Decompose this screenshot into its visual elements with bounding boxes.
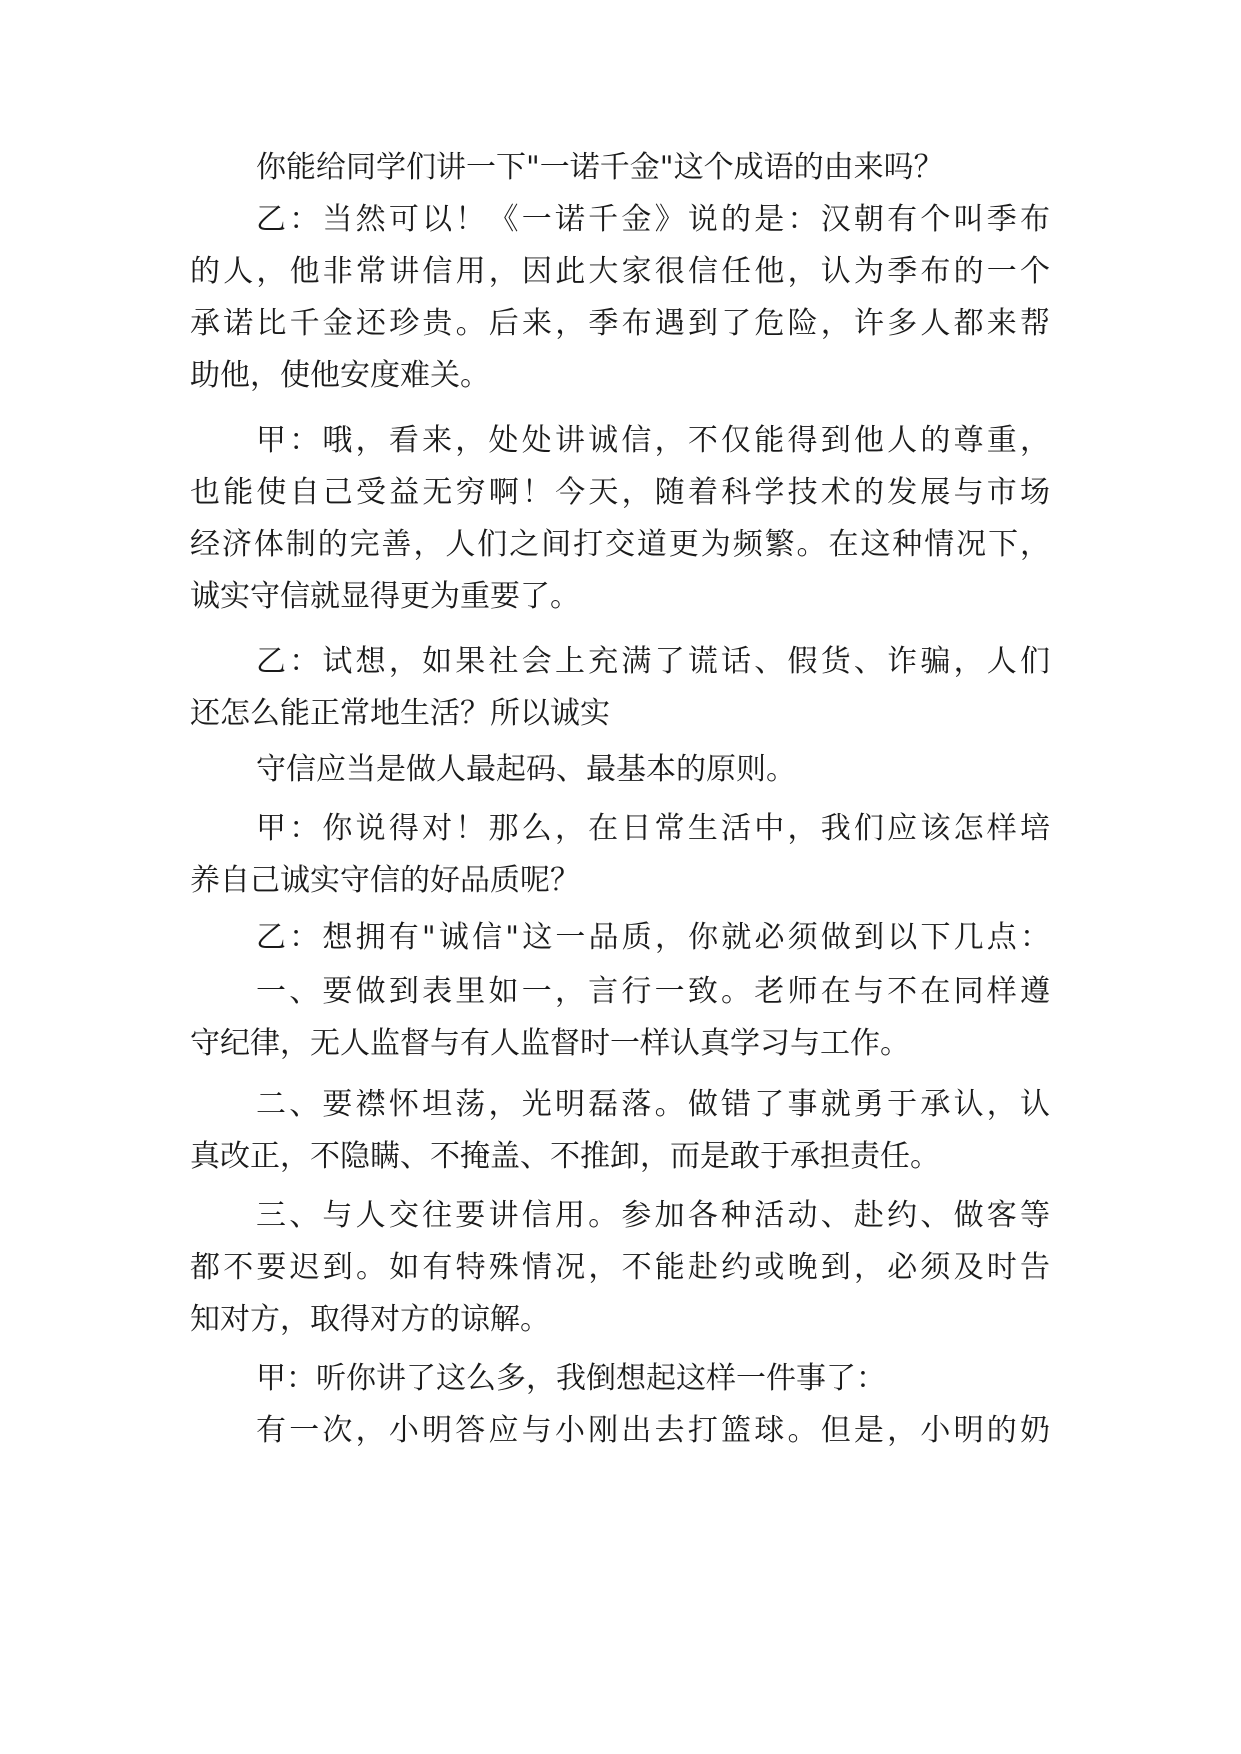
text-line: 甲：听你讲了这么多，我倒想起这样一件事了： (256, 1361, 886, 1396)
text-line: 诚实守信就显得更为重要了。 (190, 579, 580, 614)
text-line: 都不要迟到。如有特殊情况，不能赴约或晚到，必须及时告 (190, 1250, 1050, 1285)
text-line: 甲：哦，看来，处处讲诚信，不仅能得到他人的尊重， (256, 423, 1050, 458)
text-line: 经济体制的完善，人们之间打交道更为频繁。在这种情况下， (190, 527, 1050, 562)
text-line: 一、要做到表里如一，言行一致。老师在与不在同样遵 (256, 974, 1050, 1009)
text-line: 真改正，不隐瞒、不掩盖、不推卸，而是敢于承担责任。 (190, 1139, 940, 1174)
text-line: 乙：想拥有"诚信"这一品质，你就必须做到以下几点： (256, 920, 1050, 955)
text-line: 也能使自己受益无穷啊！今天，随着科学技术的发展与市场 (190, 475, 1050, 510)
text-line: 你能给同学们讲一下"一诺千金"这个成语的由来吗？ (256, 150, 944, 185)
text-line: 的人，他非常讲信用，因此大家很信任他，认为季布的一个 (190, 254, 1050, 289)
text-line: 守信应当是做人最起码、最基本的原则。 (256, 752, 796, 787)
text-line: 承诺比千金还珍贵。后来，季布遇到了危险，许多人都来帮 (190, 306, 1050, 341)
text-line: 甲：你说得对！那么，在日常生活中，我们应该怎样培 (256, 811, 1050, 846)
text-line: 乙：当然可以！《一诺千金》说的是：汉朝有个叫季布 (256, 202, 1050, 237)
text-line: 养自己诚实守信的好品质呢？ (190, 863, 580, 898)
text-line: 还怎么能正常地生活？所以诚实 (190, 696, 610, 731)
text-line: 二、要襟怀坦荡，光明磊落。做错了事就勇于承认，认 (256, 1087, 1050, 1122)
text-line: 三、与人交往要讲信用。参加各种活动、赴约、做客等 (256, 1198, 1050, 1233)
text-line: 助他，使他安度难关。 (190, 358, 490, 393)
text-line: 有一次，小明答应与小刚出去打篮球。但是，小明的奶 (256, 1413, 1050, 1448)
text-line: 乙：试想，如果社会上充满了谎话、假货、诈骗，人们 (256, 644, 1050, 679)
text-line: 守纪律，无人监督与有人监督时一样认真学习与工作。 (190, 1026, 910, 1061)
text-line: 知对方，取得对方的谅解。 (190, 1302, 550, 1337)
